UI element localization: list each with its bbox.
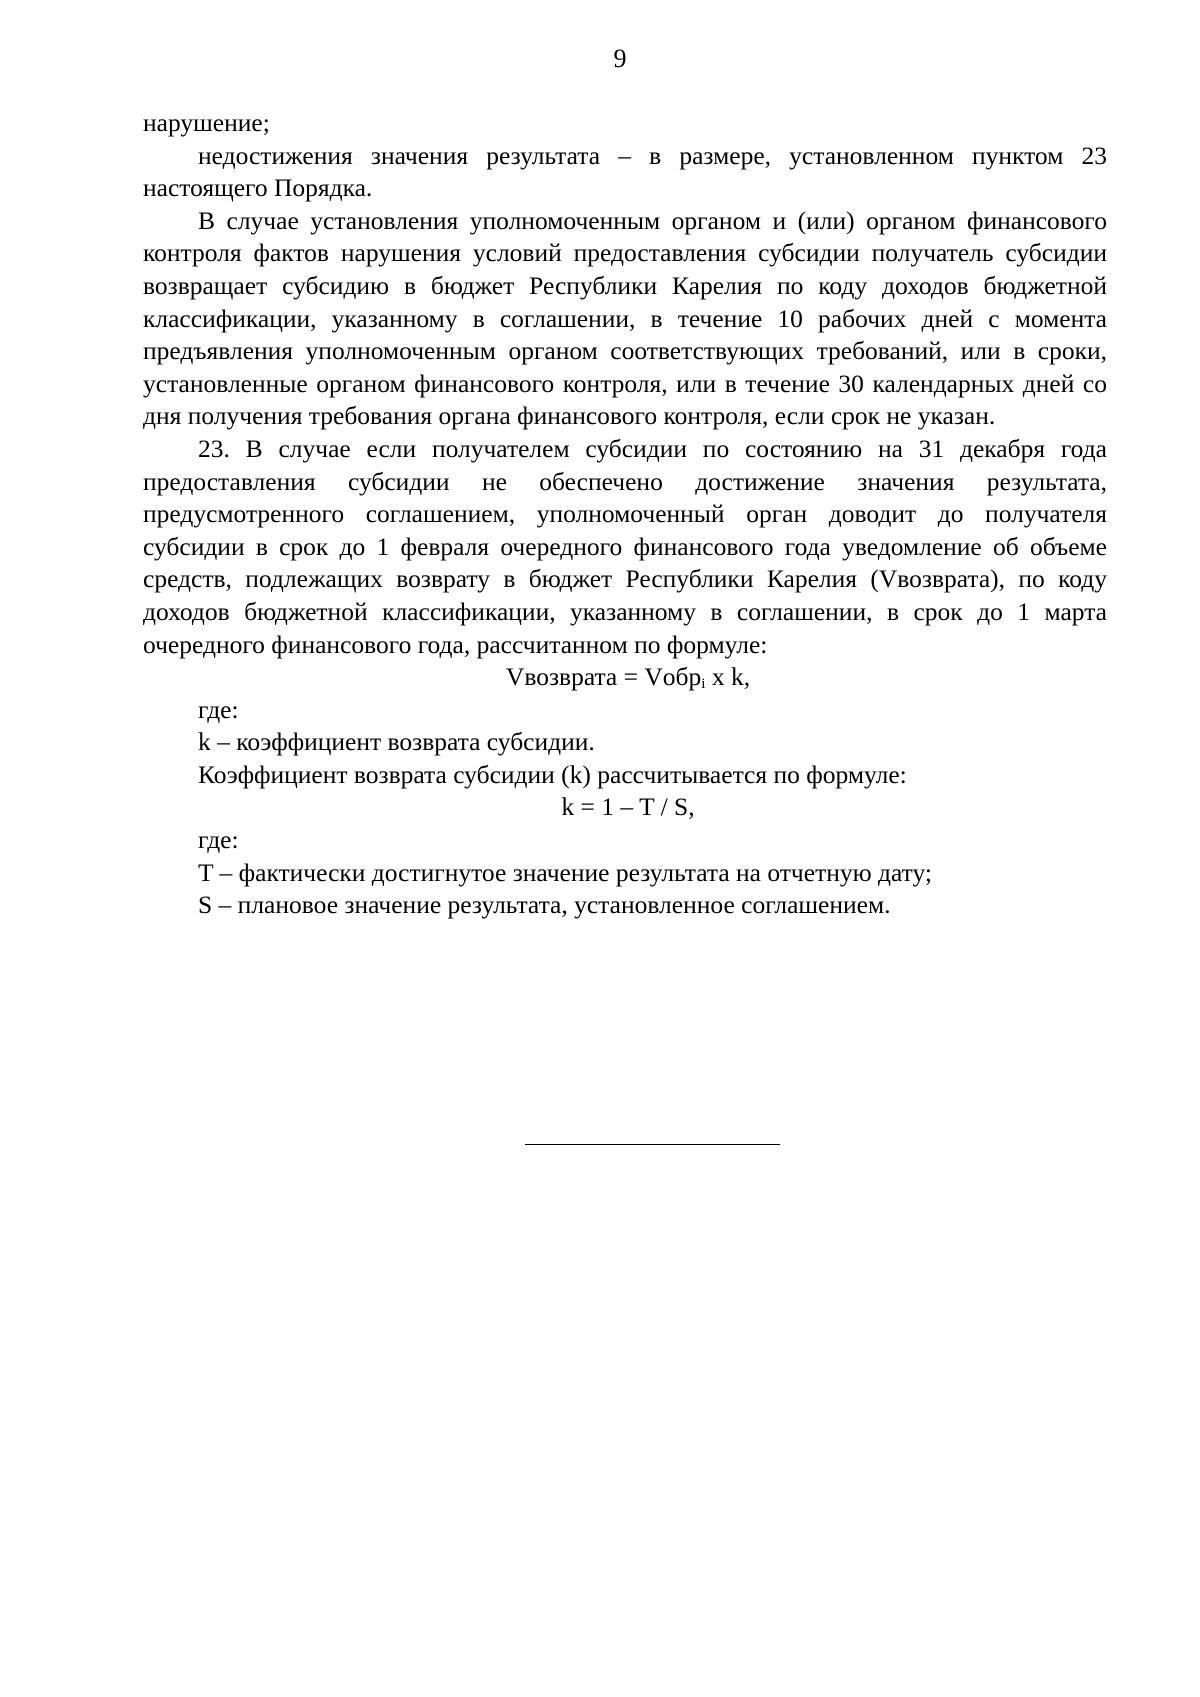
formula-refund-subscript: i [701, 676, 706, 693]
formula-refund-main: Vвозврата = Vобр [505, 662, 702, 692]
paragraph-item-23: 23. В случае если получателем субсидии по состоянию на 31 декабря года предоставления субсидии не обеспечено достижение значения результата, предусмотренного соглашением, уполномоченный орган доводит до получателя субсидии в срок до 1 февраля очередного финансового года уведомление об объеме средств, подлежащих возврату в бюджет Республики Карелия (Vвозврата), по коду доходов бюджетной классификации, указанному в соглашении, в срок до 1 марта очередного финансового года, рассчитанном по формуле: [143, 433, 1107, 659]
page-number: 9 [613, 44, 627, 73]
paragraph-where-2: где: [198, 825, 239, 855]
paragraph-k-formula-intro: Коэффициент возврата субсидии (k) рассчитывается по формуле: [198, 759, 907, 789]
paragraph-non-achievement: недостижения значения результата – в размере, установленном пунктом 23 настоящего Порядка. [143, 140, 1107, 203]
paragraph-t-definition: T – фактически достигнутое значение результата на отчетную дату; [198, 857, 932, 887]
paragraph-refund-violations: В случае установления уполномоченным органом и (или) органом финансового контроля фактов нарушения условий предоставления субсидии получатель субсидии возвращает субсидию в бюджет Республики Карелия по коду доходов бюджетной классификации, указанному в соглашении, в течение 10 рабочих дней с момента предъявления уполномоченным органом соответствующих требований, или в сроки, установленные органом финансового контроля, или в течение 30 календарных дней со дня получения требования органа финансового контроля, если срок не указан. [143, 205, 1107, 431]
formula-refund-tail: x k, [705, 662, 751, 692]
paragraph-where-1: где: [198, 694, 239, 724]
paragraph-k-definition: k – коэффициент возврата субсидии. [198, 727, 595, 757]
closing-divider-line [525, 1144, 780, 1145]
formula-k-coefficient: k = 1 – T / S, [561, 792, 695, 822]
document-body [143, 107, 1107, 922]
formula-refund-volume [143, 661, 1107, 694]
paragraph-violation: нарушение; [143, 108, 270, 137]
paragraph-s-definition: S – плановое значение результата, установленное соглашением. [198, 890, 891, 920]
